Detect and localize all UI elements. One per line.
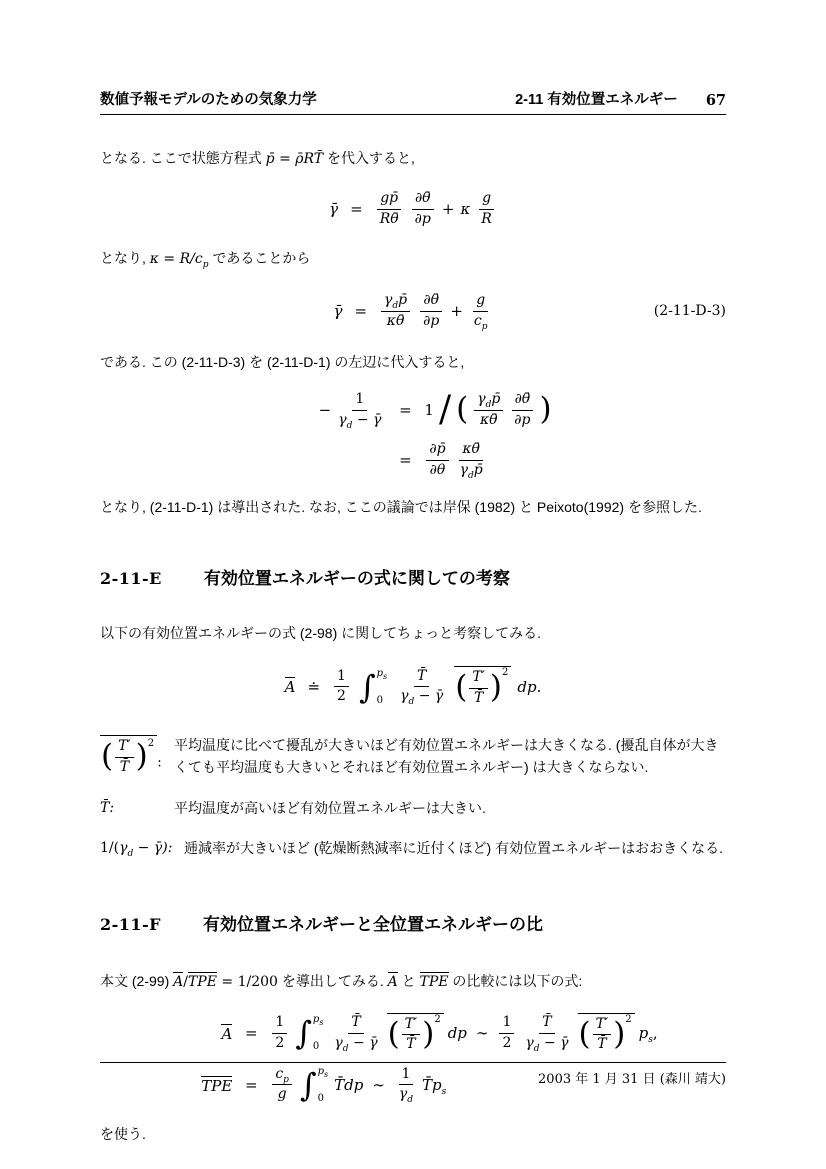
math-subscript: d [346,420,353,431]
fraction [381,292,410,330]
term-label-variance [100,735,174,776]
frac-num: T′ [115,738,134,758]
fraction [115,738,134,776]
frac-num: κθ̄ [459,441,483,461]
plus-sign: + [441,200,455,218]
frac-den [457,461,486,480]
frac-den: R [481,210,492,227]
section-number: 2-11-F [100,914,162,934]
colon: : [157,754,162,771]
math-token: = 1/200 [216,973,278,990]
math-subscript: d [392,300,399,311]
frac-num: ∂θ̄ [512,391,534,411]
frac-num: gp̄ [377,190,401,210]
inline-math-state-equation: p̄ = ρ̄RT̄ [265,151,324,167]
math-token: γ [119,840,128,857]
math-subscript: s [383,671,388,681]
math-token: γ [459,461,468,478]
frac-den: κθ̄ [386,312,405,329]
math-token: TPE [187,973,217,990]
left-paren: ( [456,391,469,428]
fraction [426,441,448,479]
overline-TPE [188,972,217,990]
page-number: 67 [705,92,726,109]
overline-group [387,1013,444,1054]
math-token: p̄ [473,461,483,478]
overline-A [388,972,398,990]
math-subscript: d [485,399,492,410]
big-slash: / [438,388,452,430]
frac-num: 1 [352,391,367,411]
left-paren: ( [455,669,468,706]
fraction [335,391,384,429]
frac-num: 1 [272,1014,287,1034]
fraction [331,1014,380,1052]
exponent: 2 [502,667,509,678]
math-token: TPE [419,973,449,990]
term-label-mean-temperature: T̄: [100,800,115,817]
fraction [420,292,442,330]
math-token: c [275,1065,284,1082]
integral-upper-limit [318,1066,329,1077]
equals-sign: = [245,1024,258,1043]
math-token: κ = R/c [149,251,203,267]
term-label-lapse-rate [100,838,184,860]
equation-block-2-11-D-3 [100,292,726,330]
paragraph-references: となり, (2-11-D-1) は導出された. なお, ここの議論では岸保 (1982) と Peixoto(1992) を参照した. [100,499,702,515]
exponent: 2 [434,1013,441,1025]
fraction [412,190,434,228]
math-token: − γ̄): [133,840,173,857]
math-subscript: d [467,470,474,481]
math-token: − γ̄ [539,1034,569,1051]
frac-den: ∂p [423,312,440,329]
math-token: γ [525,1034,534,1051]
integral [295,1014,323,1052]
frac-den [335,411,384,430]
math-subscript: s [648,1035,653,1046]
term-description: 逓減率が大きいほど (乾燥断熱減率に近付くほど) 有効位置エネルギーはおおきくなる. [184,840,723,857]
term-description-list [100,735,726,860]
text-segment: を導出してみる. [277,972,388,989]
equation-lhs [168,1024,232,1043]
math-token-kappa: κ [460,200,471,218]
exponent: 2 [625,1013,632,1025]
inline-math-kappa [149,251,209,270]
fraction [469,669,488,707]
frac-num: 1 [399,1066,414,1086]
equation-rhs [270,1013,657,1054]
paragraph-state-equation [100,148,726,170]
frac-num: ∂p̄ [426,441,448,461]
doteq-sign: ≐ [307,677,321,696]
fraction [396,1066,416,1104]
integral-sign: ∫ [358,667,376,706]
aligned-equations [168,1013,657,1104]
math-token: p [312,1014,320,1026]
equation-line-2 [274,441,551,479]
list-item [100,735,726,778]
minus-sign: − [318,401,332,419]
math-token: − γ̄ [414,688,444,704]
frac-num [272,1066,292,1086]
integral [300,1066,328,1104]
fraction [499,1014,514,1052]
paragraph-intro-F [100,971,726,993]
frac-den: Rθ̄ [379,210,399,227]
text-segment: であることから [208,250,311,266]
integral [359,668,387,706]
equation-line-1 [274,388,552,431]
left-paren: ( [578,1016,591,1053]
math-token: A [173,973,184,990]
math-token: / [183,973,188,990]
integral-upper-limit [377,668,388,679]
list-item [100,798,726,820]
math-token: A [221,1025,233,1043]
frac-den: 2 [337,688,346,704]
frac-num: T̄ [539,1014,554,1034]
equation-rhs [424,441,487,479]
similar-sign: ∼ [475,1024,489,1043]
footer-rule [100,1062,726,1063]
section-title: 有効位置エネルギーの式に関しての考察 [203,569,510,588]
fraction [272,1066,292,1104]
frac-den: T̄ [473,689,484,706]
frac-den [331,1034,380,1053]
math-token: p̄ [491,391,501,407]
math-token: A [387,973,398,990]
frac-den: T̄ [406,1036,416,1053]
equals-sign: = [350,200,363,218]
equation-gamma-bar-2 [100,292,726,330]
math-token: γ [338,411,347,428]
math-token-A: A [284,678,296,697]
integral-lower-limit: 0 [376,694,383,706]
math-subscript: s [324,1069,329,1079]
math-token: γ [477,391,486,407]
frac-den: 2 [502,1034,512,1051]
overline-TPE [420,972,449,990]
text-segment: となり, [100,250,150,266]
paragraph-substitute: である. この (2-11-D-3) を (2-11-D-1) の左辺に代入すると, [100,354,465,370]
frac-den: ∂p [414,210,431,227]
equation-line-A [168,1013,657,1054]
similar-sign: ∼ [372,1075,385,1094]
equation-lhs [168,1076,232,1095]
math-subscript: p [283,1074,289,1085]
math-token: c [473,312,482,329]
math-subscript: p [202,259,209,270]
math-token-dp: dp. [517,677,542,696]
frac-num: g [473,292,488,312]
overline-A [173,972,183,990]
page-content [100,0,726,1159]
plus-sign: + [450,302,463,320]
frac-den: κθ̄ [479,411,498,428]
integral-sign: ∫ [299,1065,317,1104]
math-subscript: d [127,848,134,859]
fraction [478,190,495,228]
term-description: 平均温度に比べて擾乱が大きいほど有効位置エネルギーは大きくなる. (擾乱自体が大きくても平均温度も大きいとそれほど有効位置エネルギー) は大きくならない. [174,737,719,775]
header-book-title: 数値予報モデルのための気象力学 [100,92,317,108]
math-token: p [638,1024,649,1043]
math-token: γ [334,1034,343,1051]
fraction [474,391,503,429]
math-token: TPE [201,1076,233,1095]
overline-A [221,1024,232,1043]
right-paren: ) [489,669,503,706]
fraction [402,1016,421,1054]
math-token: γ [384,292,393,308]
overline-group [100,735,157,776]
fraction [471,292,491,330]
frac-num [381,292,410,312]
paragraph-kappa-relation [100,248,726,270]
paragraph-intro-E: 以下の有効位置エネルギーの式 (2-98) に関してちょっと考察してみる. [100,625,542,641]
integral-limits [313,1014,324,1052]
frac-num: T̄ [414,668,429,688]
frac-den [522,1034,571,1053]
integral-sign: ∫ [295,1014,312,1053]
text-segment: となる. ここで状態方程式 [100,150,266,166]
exponent: 2 [147,738,155,749]
frac-num [474,391,503,411]
equation-rhs [270,1066,446,1104]
frac-num: T′ [469,669,488,689]
frac-num: 1 [334,668,349,688]
overline-A [285,677,296,696]
fraction [522,1014,571,1052]
frac-den: T̄ [597,1036,607,1053]
math-token-dp: dp [447,1024,467,1043]
equation-number-tag: (2-11-D-3) [653,303,726,319]
frac-den [397,687,446,706]
frac-num: T′ [593,1016,612,1036]
math-subscript: d [533,1043,540,1054]
equation-gamma-bar-1 [100,190,726,228]
math-subscript: d [407,1095,414,1106]
overline-group [454,666,511,707]
math-token-ps [638,1024,658,1046]
section-number: 2-11-E [100,569,162,588]
equals-sign: = [245,1075,258,1094]
frac-den [396,1085,416,1104]
math-token: − γ̄ [352,411,382,428]
frac-den: T̄ [119,758,130,775]
math-token: γ [400,688,409,704]
left-paren: ( [387,1016,400,1053]
math-subscript: d [408,696,415,707]
fraction [457,441,486,479]
frac-den: ∂p [514,411,531,428]
math-subscript: d [342,1043,349,1054]
math-token: p [376,667,384,679]
integral-upper-limit [312,1014,324,1028]
overline-TPE [201,1076,232,1095]
frac-num: g [479,190,494,210]
right-paren: ) [422,1016,435,1053]
math-token-one: 1 [424,401,434,419]
integral-lower-limit: 0 [312,1041,320,1053]
text-segment: を代入すると, [323,150,415,166]
list-item [100,838,726,860]
frac-num: ∂θ̄ [420,292,442,312]
math-token: p̄ [398,292,408,308]
frac-num: 1 [499,1014,514,1034]
header-section-title: 2-11 有効位置エネルギー [515,92,678,108]
right-paren: ) [613,1016,626,1053]
equals-sign: = [399,401,412,419]
math-token: p [317,1065,324,1077]
fraction [593,1016,612,1054]
fraction [272,1014,287,1052]
text-segment: の比較には以下の式: [448,972,583,989]
math-token: − γ̄ [348,1034,378,1051]
term-description: 平均温度が高いほど有効位置エネルギーは大きい. [174,800,486,817]
text-segment: と [397,972,420,989]
section-title: 有効位置エネルギーと全位置エネルギーの比 [203,914,544,934]
math-token-Tdp: T̄dp [334,1075,364,1094]
equation-block-derivation [100,388,726,481]
equation-lhs [274,391,386,429]
equals-sign: = [399,451,412,469]
fraction [397,668,446,706]
paragraph-use: を使う. [100,1125,146,1142]
integral-limits [377,668,388,706]
equals-sign: = [354,302,368,320]
fraction [377,190,402,228]
frac-den [471,312,491,331]
frac-den: ∂θ [429,461,446,478]
equation-block-ratio [100,1013,726,1104]
left-paren: ( [101,738,114,775]
math-subscript: p [481,321,488,332]
frac-num: T′ [402,1016,421,1036]
section-heading-2-11-E [100,564,726,589]
page-header [100,88,726,115]
equation-rhs [424,388,552,430]
overline-group [578,1013,635,1054]
header-right [515,88,726,109]
frac-num: ∂θ̄ [412,190,434,210]
math-token: γ [398,1086,408,1103]
frac-den: 2 [275,1034,285,1051]
footer-date: 2003 年 1 月 31 日 (森川 靖大) [538,1072,726,1087]
math-subscript: s [441,1086,447,1097]
equation-available-potential-energy [100,666,726,707]
math-token: 1/( [100,840,120,857]
math-subscript: s [319,1018,324,1028]
fraction [334,668,349,706]
math-token: T̄p [422,1075,442,1094]
math-lhs: γ̄ [333,302,343,320]
comma: , [652,1024,658,1043]
math-lhs: γ̄ [329,200,339,218]
text-segment: 本文 (2-99) [100,972,174,989]
integral-lower-limit: 0 [317,1092,324,1104]
frac-num: T̄ [348,1014,363,1034]
aligned-equations [274,388,552,481]
section-heading-2-11-F [100,910,726,935]
fraction [511,391,533,429]
frac-den: g [277,1086,287,1103]
right-paren: ) [539,391,552,428]
math-token-Tps [422,1075,447,1097]
integral-limits [318,1066,329,1104]
right-paren: ) [135,738,148,775]
